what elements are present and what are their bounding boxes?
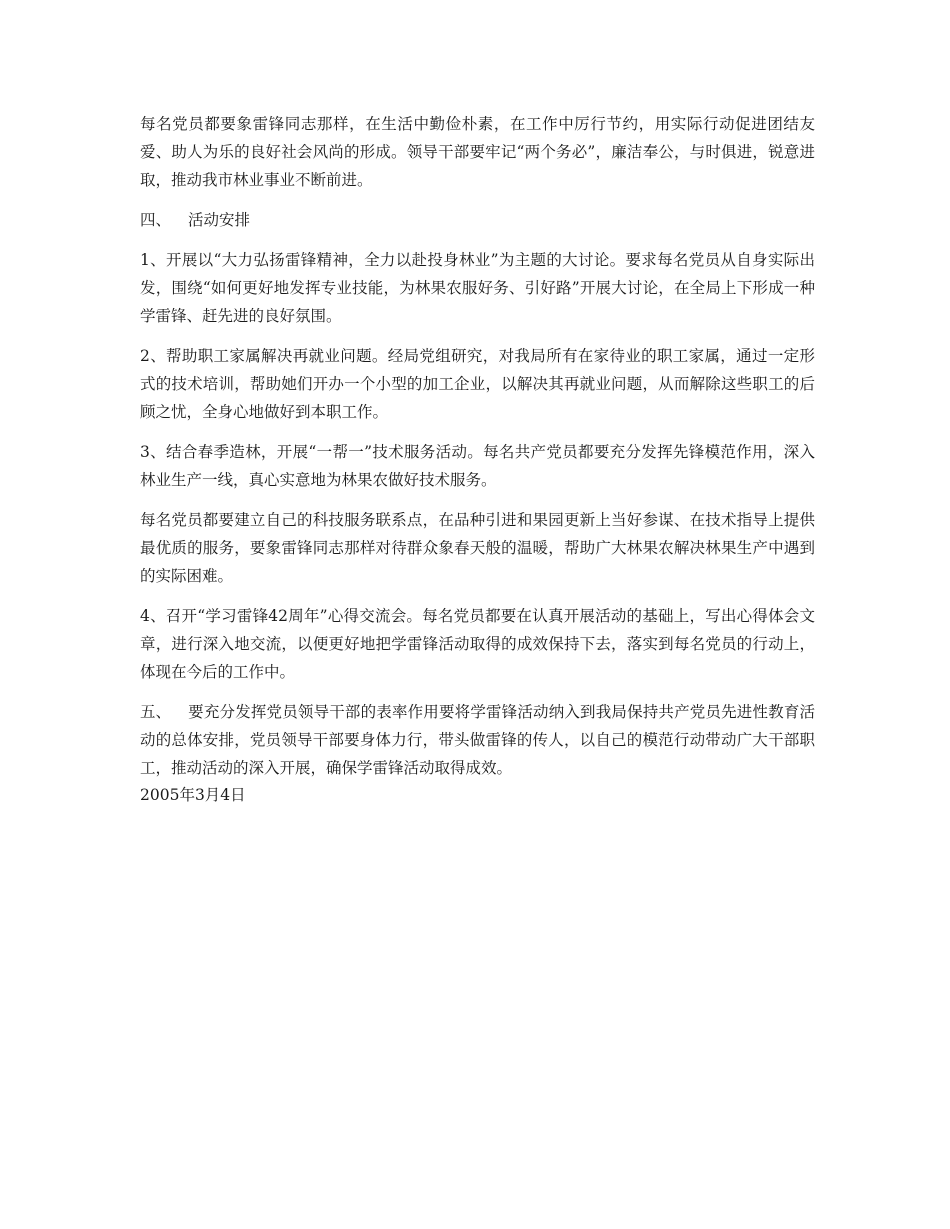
item-paragraph-1: 1、开展以“大力弘扬雷锋精神，全力以赴投身林业”为主题的大讨论。要求每名党员从自身实际出发，围绕“如何更好地发挥专业技能，为林果农服好务、引好路”开展大讨论，在全局上下形成一种学雷锋、赶先进的良好氛围。 [140,251,815,325]
section-paragraph-5 [140,698,815,782]
item-paragraph-4: 4、召开“学习雷锋42周年”心得交流会。每名党员都要在认真开展活动的基础上，写出心得体会文章，进行深入地交流，以便更好地把学雷锋活动取得的成效保持下去，落实到每名党员的行动上，体现在今后的工作中。 [140,607,815,681]
item-paragraph-3-detail: 每名党员都要建立自己的科技服务联系点，在品种引进和果园更新上当好参谋、在技术指导上提供最优质的服务，要象雷锋同志那样对待群众象春天般的温暖，帮助广大林果农解决林果生产中遇到的实际困难。 [140,511,815,585]
document-page [140,110,815,808]
section-number: 五、 [140,703,172,721]
section-heading-4 [140,206,815,234]
item-paragraph-2: 2、帮助职工家属解决再就业问题。经局党组研究，对我局所有在家待业的职工家属，通过一定形式的技术培训，帮助她们开办一个小型的加工企业，以解决其再就业问题，从而解除这些职工的后顾之忧，全身心地做好到本职工作。 [140,347,815,421]
section-title: 活动安排 [188,211,251,229]
section-number: 四、 [140,211,172,229]
section-text: 要充分发挥党员领导干部的表率作用要将学雷锋活动纳入到我局保持共产党员先进性教育活动的总体安排，党员领导干部要身体力行，带头做雷锋的传人，以自己的模范行动带动广大干部职工，推动活动的深入开展，确保学雷锋活动取得成效。 [140,703,815,777]
item-paragraph-3: 3、结合春季造林，开展“一帮一”技术服务活动。每名共产党员都要充分发挥先锋模范作用，深入林业生产一线，真心实意地为林果农做好技术服务。 [140,443,815,489]
document-date: 2005年3月4日 [140,786,246,804]
intro-paragraph: 每名党员都要象雷锋同志那样，在生活中勤俭朴素，在工作中厉行节约，用实际行动促进团结友爱、助人为乐的良好社会风尚的形成。领导干部要牢记“两个务必”，廉洁奉公，与时俱进，锐意进取，推动我市林业事业不断前进。 [140,115,815,189]
